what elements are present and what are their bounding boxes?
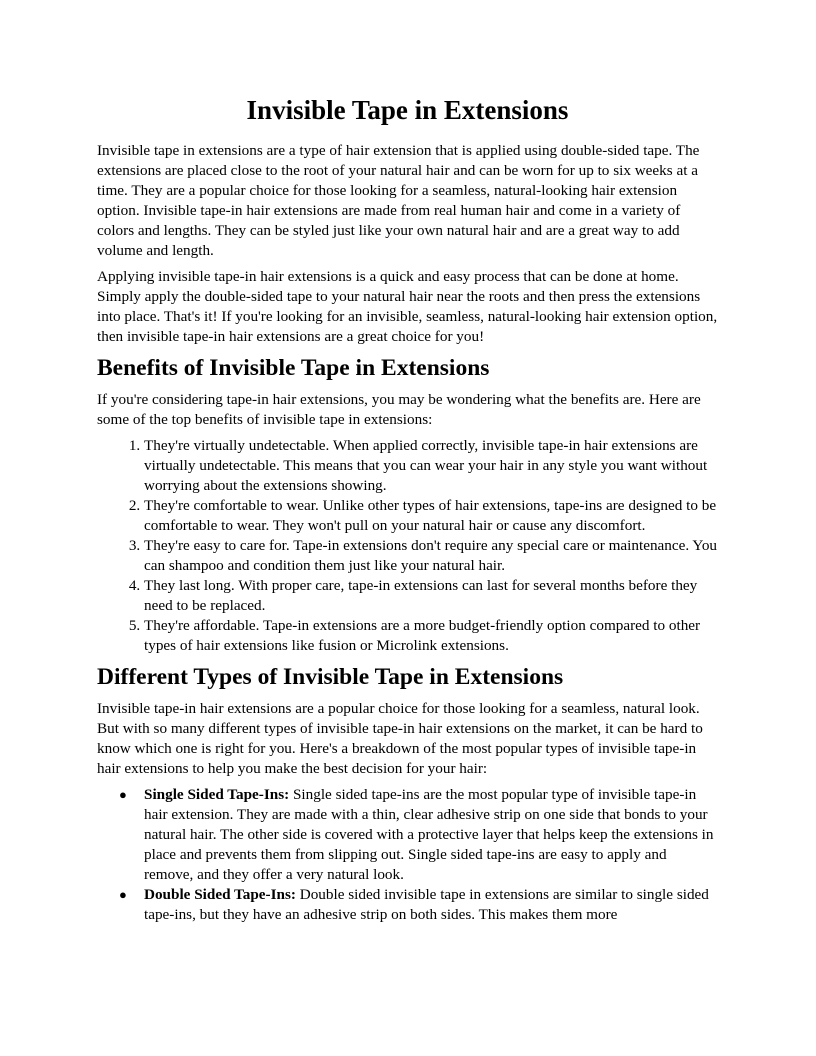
page-title: Invisible Tape in Extensions <box>246 95 569 125</box>
intro-paragraph-2: Applying invisible tape-in hair extensions is a quick and easy process that can be done at home. Simply apply the double-sided tape to your natural hair near the roots and then press the extensions into place. That's it! If you're looking for an invisible, seamless, natural-looking hair extension option, then invisible tape-in hair extensions are a great choice for you! <box>97 268 718 345</box>
benefit-item: 5. They're affordable. Tape-in extensions are a more budget-friendly option compared to other types of hair extensions like fusion or Microlink extensions. <box>144 616 718 656</box>
types-list <box>97 785 718 925</box>
type-item-lead: Single Sided Tape-Ins: <box>144 786 290 803</box>
benefit-item: 4. They last long. With proper care, tape-in extensions can last for several months before they need to be replaced. <box>144 576 718 616</box>
type-item <box>119 785 718 885</box>
type-item-text: Single sided tape-ins are the most popular type of invisible tape-in hair extension. They are made with a thin, clear adhesive strip on one side that bonds to your natural hair. The other side is covered with a protective layer that helps keep the extensions in place and prevents them from slipping out. Single sided tape-ins are easy to apply and remove, and they offer a very natural look. <box>144 786 714 883</box>
benefit-item: 2. They're comfortable to wear. Unlike other types of hair extensions, tape-ins are designed to be comfortable to wear. They won't pull on your natural hair or cause any discomfort. <box>144 496 718 536</box>
intro-paragraph-1: Invisible tape in extensions are a type of hair extension that is applied using double-sided tape. The extensions are placed close to the root of your natural hair and can be worn for up to six weeks at a time. They are a popular choice for those looking for a seamless, natural-looking hair extension option. Invisible tape-in hair extensions are made from real human hair and come in a variety of colors and lengths. They can be styled just like your own natural hair and are a great way to add volume and length. <box>97 142 700 259</box>
benefits-heading: Benefits of Invisible Tape in Extensions <box>97 355 490 381</box>
bullet-icon: ● <box>119 887 127 902</box>
types-intro: Invisible tape-in hair extensions are a popular choice for those looking for a seamless, natural look. But with so many different types of invisible tape-in hair extensions on the market, it can be hard to know which one is right for you. Here's a breakdown of the most popular types of invisible tape-in hair extensions to help you make the best decision for your hair: <box>97 700 703 777</box>
type-item <box>119 885 718 925</box>
type-item-text: Double sided invisible tape in extensions are similar to single sided tape-ins, but they have an adhesive strip on both sides. This makes them more <box>144 886 709 923</box>
benefits-list <box>97 436 718 656</box>
benefits-intro: If you're considering tape-in hair extensions, you may be wondering what the benefits are. Here are some of the top benefits of invisible tape in extensions: <box>97 391 701 428</box>
benefit-item: 3. They're easy to care for. Tape-in extensions don't require any special care or maintenance. You can shampoo and condition them just like your natural hair. <box>144 536 718 576</box>
benefit-item: 1. They're virtually undetectable. When applied correctly, invisible tape-in hair extensions are virtually undetectable. This means that you can wear your hair in any style you want without worrying about the extensions showing. <box>144 436 718 496</box>
bullet-icon: ● <box>119 787 127 802</box>
type-item-lead: Double Sided Tape-Ins: <box>144 886 296 903</box>
types-heading: Different Types of Invisible Tape in Extensions <box>97 664 564 690</box>
